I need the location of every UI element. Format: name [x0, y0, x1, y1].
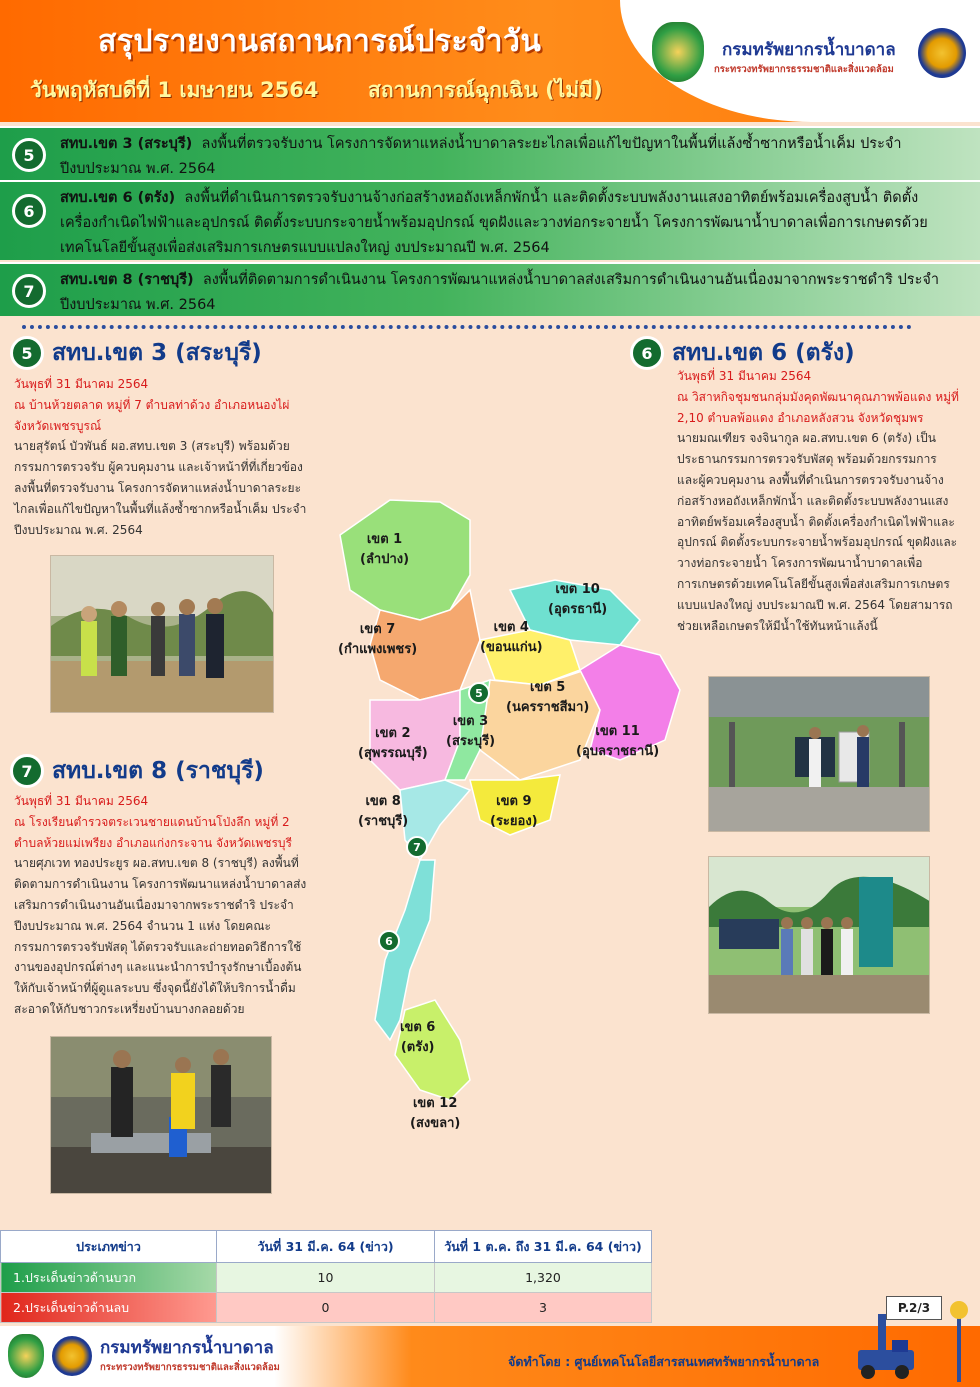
drilling-rig-icon: [848, 1310, 928, 1382]
summary-unit: สทบ.เขต 8 (ราชบุรี): [60, 272, 194, 288]
section-description: นายศุภเวท ทองประยูร ผอ.สทบ.เขต 8 (ราชบุรี) ลงพื้นที่ติดตามการดำเนินงาน โครงการพัฒนาแหล่งน้ำบาดาลส่งเสริมการดำเนินงานอันเนื่องมาจากพระราชดำริ ประจำปีงบประมาณ พ.ศ. 2564 จำนวน 1 แห่ง โดยคณะกรรมการตรวจรับพัสดุ ได้ตรวจรับและถ่ายทอดวิธีการใช้งานของอุปกรณ์ต่างๆ และแนะนำการบำรุงรักษาเบื้องต้น ให้กับเจ้าหน้าที่ผู้ดูแลระบบ ซึ่งจุดนี้ยังได้ให้บริการน้ำดื่มสะอาดให้กับชาวกระเหรี่ยงบ้านบางกลอยด้วย: [14, 856, 307, 1016]
section-6-photo-2: [708, 856, 930, 1014]
summary-number: 5: [12, 138, 46, 172]
footer-org-name: กรมทรัพยากรน้ำบาดาล: [100, 1338, 274, 1358]
section-title: สทบ.เขต 6 (ตรัง): [672, 340, 855, 366]
section-title: สทบ.เขต 8 (ราชบุรี): [52, 758, 264, 784]
footer-org-sub: กระทรวงทรัพยากรธรรมชาติและสิ่งแวดล้อม: [100, 1362, 280, 1373]
section-place: ณ โรงเรียนตำรวจตระเวนชายแดนบ้านโป่งลึก หมู่ที่ 2 ตำบลห้วยแม่เพรียง อำเภอแก่งกระจาน จังหวัดเพชรบุรี: [14, 814, 292, 850]
summary-detail: ลงพื้นที่ดำเนินการตรวจรับงานจ้างก่อสร้างหอถังเหล็กพักน้ำ และติดตั้งระบบพลังงานแสงอาทิตย์พร้อมเครื่องสูบน้ำ ติดตั้งเครื่องกำเนิดไฟฟ้าและอุปกรณ์ ติดตั้งระบบกระจายน้ำพร้อมอุปกรณ์ ขุดฝังและวางท่อกระจายน้ำ โครงการพัฒนาน้ำบาดาลเพื่อการเกษตรด้วยเทคโนโลยีขั้นสูงเพื่อส่งเสริมการเกษตรแบบแปลงใหญ่ งบประมาณปี พ.ศ. 2564: [60, 190, 928, 256]
summary-text: [60, 268, 950, 318]
table-cell: 3: [435, 1293, 652, 1323]
table-cell-label: 1.ประเด็นข่าวด้านบวก: [1, 1263, 217, 1293]
header-org-sub: กระทรวงทรัพยากรธรรมชาติและสิ่งแวดล้อม: [714, 64, 894, 75]
section-6-body: [677, 366, 960, 636]
summary-row-7: [0, 262, 980, 316]
summary-text: [60, 186, 950, 261]
footer-ministry-seal-icon: [52, 1336, 92, 1376]
section-number: 6: [630, 336, 664, 370]
section-title: สทบ.เขต 3 (สระบุรี): [52, 340, 262, 366]
table-cell: 0: [217, 1293, 435, 1323]
table-cell: 1,320: [435, 1263, 652, 1293]
summary-number: 6: [12, 194, 46, 228]
section-place: ณ วิสาหกิจชุมชนกลุ่มมังคุดพัฒนาคุณภาพพ้อแดง หมู่ที่ 2,10 ตำบลพ้อแดง อำเภอหลังสวน จังหวัดชุมพร: [677, 389, 959, 425]
section-7-body: [14, 791, 314, 1020]
ministry-seal-icon: [918, 28, 966, 78]
table-header-row: [1, 1231, 652, 1263]
map-pin-6: 6: [378, 930, 400, 952]
summary-unit: สทบ.เขต 6 (ตรัง): [60, 190, 176, 206]
map-label-region-10: เขต 10 (อุดรธานี): [548, 582, 608, 617]
summary-detail: ลงพื้นที่ตรวจรับงาน โครงการจัดหาแหล่งน้ำบาดาลระยะไกลเพื่อแก้ไขปัญหาในพื้นที่แล้งซ้ำซากหรือน้ำเค็ม ประจำปีงบประมาณ พ.ศ. 2564: [60, 136, 902, 177]
footer-made-by: จัดทำโดย : ศูนย์เทคโนโลยีสารสนเทศทรัพยากรน้ำบาดาล: [508, 1354, 820, 1369]
section-date: วันพุธที่ 31 มีนาคม 2564: [677, 369, 812, 383]
footer-department-emblem-icon: [8, 1334, 44, 1378]
section-6-photo-1: [708, 676, 930, 832]
map-label-region-11: เขต 11 (อุบลราชธานี): [576, 724, 660, 759]
table-row: [1, 1263, 652, 1293]
map-label-region-12: เขต 12 (สงขลา): [410, 1096, 461, 1131]
section-description: นายมณเฑียร จงจินากูล ผอ.สทบ.เขต 6 (ตรัง) เป็นประธานกรรมการตรวจรับพัสดุ พร้อมด้วยกรรมการ และผู้ควบคุมงาน ลงพื้นที่ดำเนินการตรวจรับงานจ้างก่อสร้างหอถังเหล็กพักน้ำ และติดตั้งระบบพลังงานแสงอาทิตย์พร้อมเครื่องสูบน้ำ ติดตั้งเครื่องกำเนิดไฟฟ้าและอุปกรณ์ ติดตั้งระบบกระจายน้ำพร้อมอุปกรณ์ ขุดฝังและวางท่อกระจายน้ำ โครงการพัฒนาน้ำบาดาลเพื่อการเกษตรด้วยเทคโนโลยีขั้นสูงเพื่อส่งเสริมการเกษตรแบบแปลงใหญ่ งบประมาณปี พ.ศ. 2564 โดยสามารถช่วยเหลือเกษตรให้มีน้ำใช้ทันหน้าแล้งนี้: [677, 431, 958, 633]
table-header: ประเภทข่าว: [1, 1231, 217, 1263]
map-label-region-4: เขต 4 (ขอนแก่น): [480, 620, 543, 655]
water-drop-icon: [944, 1300, 974, 1382]
table-row: [1, 1293, 652, 1323]
header-org-name: กรมทรัพยากรน้ำบาดาล: [722, 40, 896, 60]
section-place: ณ บ้านห้วยตลาด หมู่ที่ 7 ตำบลท่าด้วง อำเภอหนองไผ่ จังหวัดเพชรบูรณ์: [14, 397, 290, 433]
map-pin-7: 7: [406, 836, 428, 858]
map-pin-5: 5: [468, 682, 490, 704]
table-header: วันที่ 31 มี.ค. 64 (ข่าว): [217, 1231, 435, 1263]
map-label-region-9: เขต 9 (ระยอง): [490, 794, 538, 829]
page-title: สรุปรายงานสถานการณ์ประจำวัน: [98, 24, 542, 59]
map-label-region-5: เขต 5 (นครราชสีมา): [506, 680, 590, 715]
summary-row-6: [0, 180, 980, 260]
table-cell: 10: [217, 1263, 435, 1293]
table-cell-label: 2.ประเด็นข่าวด้านลบ: [1, 1293, 217, 1323]
summary-text: [60, 132, 950, 182]
report-date: วันพฤหัสบดีที่ 1 เมษายน 2564: [30, 78, 319, 102]
summary-detail: ลงพื้นที่ติดตามการดำเนินงาน โครงการพัฒนาแหล่งน้ำบาดาลส่งเสริมการดำเนินงานอันเนื่องมาจากพระราชดำริ ประจำปีงบประมาณ พ.ศ. 2564: [60, 272, 939, 313]
section-7-photo: [50, 1036, 272, 1194]
news-stats-table: [0, 1230, 652, 1323]
dotted-divider: [22, 325, 912, 329]
map-label-region-2: เขต 2 (สุพรรณบุรี): [358, 726, 428, 761]
section-7-heading: [10, 753, 264, 789]
thailand-region-map: [320, 480, 700, 1140]
section-5-heading: [10, 335, 262, 371]
map-label-region-6: เขต 6 (ตรัง): [400, 1020, 436, 1055]
department-emblem-icon: [652, 22, 704, 82]
map-label-region-8: เขต 8 (ราชบุรี): [358, 794, 409, 829]
summary-unit: สทบ.เขต 3 (สระบุรี): [60, 136, 193, 152]
section-5-body: [14, 374, 314, 540]
section-date: วันพุธที่ 31 มีนาคม 2564: [14, 377, 149, 391]
summary-row-5: [0, 126, 980, 180]
map-label-region-1: เขต 1 (ลำปาง): [360, 532, 410, 567]
section-date: วันพุธที่ 31 มีนาคม 2564: [14, 794, 149, 808]
table-header: วันที่ 1 ต.ค. ถึง 31 มี.ค. 64 (ข่าว): [435, 1231, 652, 1263]
section-description: นายสุรัตน์ บัวพันธ์ ผอ.สทบ.เขต 3 (สระบุรี) พร้อมด้วยกรรมการตรวจรับ ผู้ควบคุมงาน และเจ้าหน้าที่ที่เกี่ยวข้อง ลงพื้นที่ตรวจรับงาน โครงการจัดหาแหล่งน้ำบาดาลระยะไกลเพื่อแก้ไขปัญหาในพื้นที่แล้งซ้ำซากหรือน้ำเค็ม ประจำปีงบประมาณ พ.ศ. 2564: [14, 439, 307, 537]
map-label-region-3: เขต 3 (สระบุรี): [446, 714, 496, 749]
section-5-photo: [50, 555, 274, 713]
map-label-region-7: เขต 7 (กำแพงเพชร): [338, 622, 418, 657]
section-number: 5: [10, 336, 44, 370]
summary-number: 7: [12, 274, 46, 308]
emergency-status: สถานการณ์ฉุกเฉิน (ไม่มี): [368, 78, 603, 102]
page-number: P.2/3: [886, 1296, 942, 1320]
section-number: 7: [10, 754, 44, 788]
